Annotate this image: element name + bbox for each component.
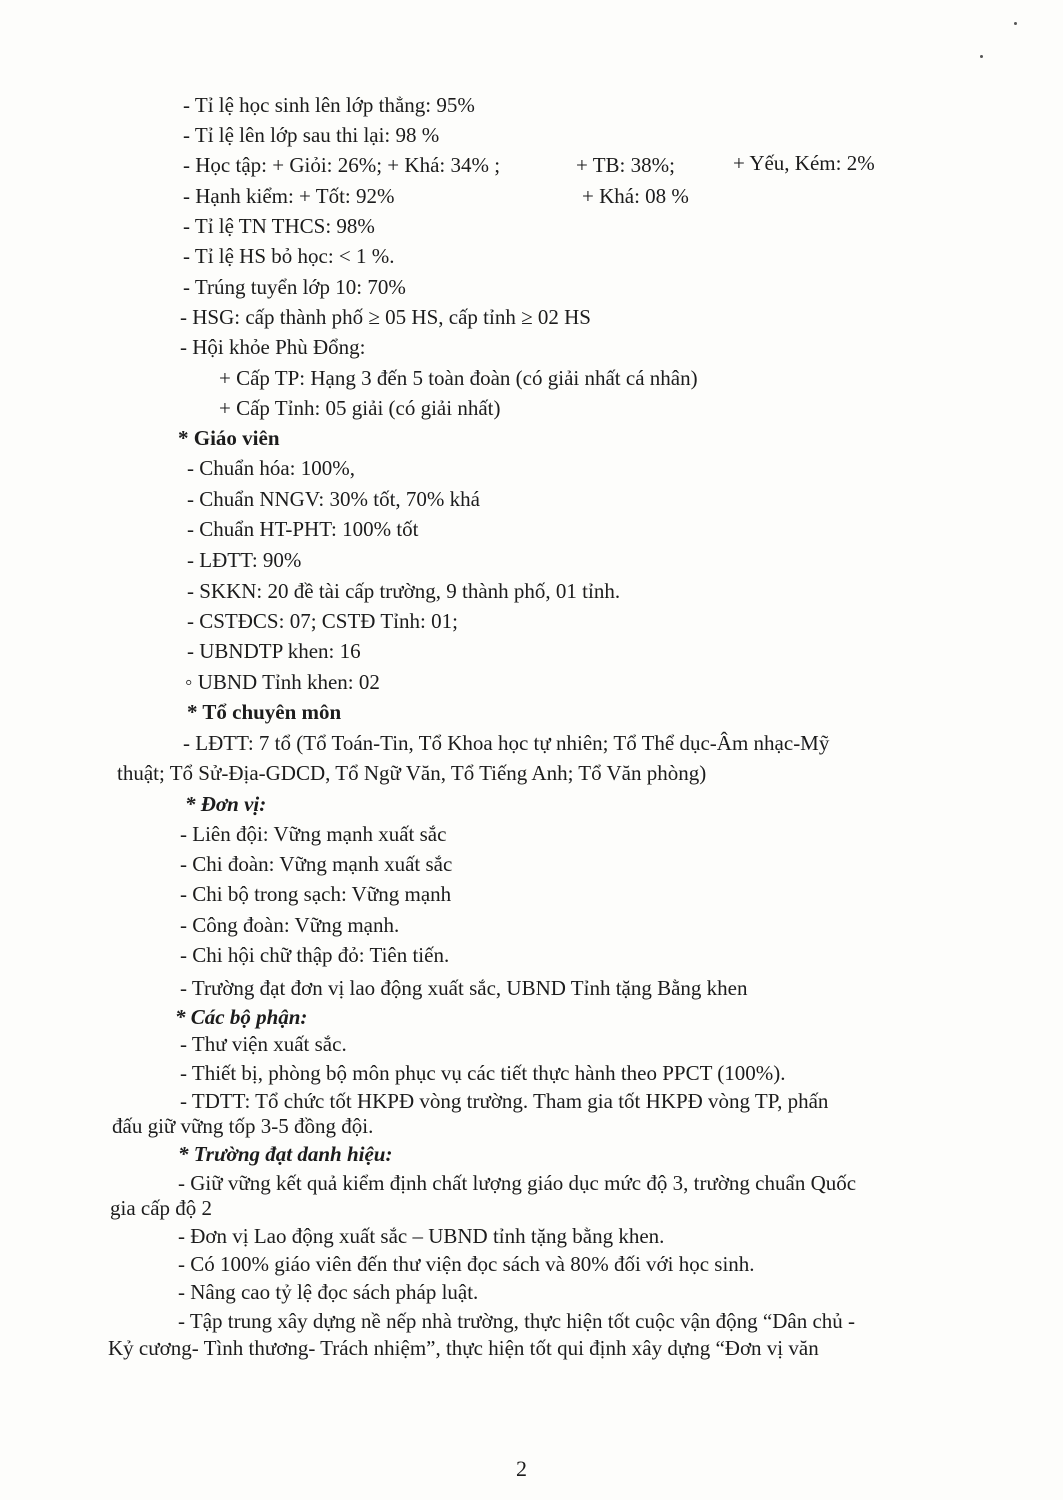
text-line: - Tỉ lệ lên lớp sau thi lại: 98 % xyxy=(183,123,440,147)
text-line: - Chi hội chữ thập đỏ: Tiên tiến. xyxy=(180,943,450,967)
text-line: - Công đoàn: Vững mạnh. xyxy=(180,913,400,937)
text-line: + Khá: 08 % xyxy=(582,184,689,208)
section-heading: * Giáo viên xyxy=(178,426,280,450)
text-line: - Giữ vững kết quả kiểm định chất lượng giáo dục mức độ 3, trường chuẩn Quốc xyxy=(178,1171,857,1195)
text-line: - Nâng cao tỷ lệ đọc sách pháp luật. xyxy=(178,1280,479,1304)
text-line: - Trường đạt đơn vị lao động xuất sắc, UBND Tỉnh tặng Bằng khen xyxy=(180,976,748,1000)
text-line: - Chi đoàn: Vững mạnh xuất sắc xyxy=(180,852,453,876)
text-line: - UBNDTP khen: 16 xyxy=(187,639,361,663)
text-line: - SKKN: 20 đề tài cấp trường, 9 thành phố, 01 tỉnh. xyxy=(187,579,621,603)
text-line: - Thư viện xuất sắc. xyxy=(180,1032,347,1056)
text-line: - Chuẩn HT-PHT: 100% tốt xyxy=(187,517,419,541)
text-line: + Cấp Tỉnh: 05 giải (có giải nhất) xyxy=(219,396,501,420)
text-line: + Cấp TP: Hạng 3 đến 5 toàn đoàn (có giải nhất cá nhân) xyxy=(219,366,698,390)
text-line: - Tỉ lệ TN THCS: 98% xyxy=(183,214,375,238)
text-line: - Tỉ lệ HS bỏ học: < 1 %. xyxy=(183,244,395,268)
text-line: - Có 100% giáo viên đến thư viện đọc sách và 80% đối với học sinh. xyxy=(178,1252,755,1276)
text-line: - Hạnh kiểm: + Tốt: 92% xyxy=(183,184,395,208)
text-line: - HSG: cấp thành phố ≥ 05 HS, cấp tỉnh ≥ 02 HS xyxy=(180,305,591,329)
text-line: - LĐTT: 90% xyxy=(187,548,302,572)
text-line: Kỷ cương- Tình thương- Trách nhiệm”, thực hiện tốt qui định xây dựng “Đơn vị văn xyxy=(108,1336,819,1360)
text-line: - TDTT: Tổ chức tốt HKPĐ vòng trường. Tham gia tốt HKPĐ vòng TP, phấn xyxy=(180,1089,829,1113)
text-line: + Yếu, Kém: 2% xyxy=(733,151,875,175)
text-line: - LĐTT: 7 tổ (Tổ Toán-Tin, Tổ Khoa học tự nhiên; Tổ Thể dục-Âm nhạc-Mỹ xyxy=(183,731,830,755)
text-line: thuật; Tổ Sử-Địa-GDCD, Tổ Ngữ Văn, Tổ Tiếng Anh; Tổ Văn phòng) xyxy=(117,761,707,785)
text-line: - Thiết bị, phòng bộ môn phục vụ các tiết thực hành theo PPCT (100%). xyxy=(180,1061,786,1085)
text-line: - CSTĐCS: 07; CSTĐ Tỉnh: 01; xyxy=(187,609,458,633)
text-line: - Tỉ lệ học sinh lên lớp thẳng: 95% xyxy=(183,93,475,117)
text-line: - Học tập: + Giỏi: 26%; + Khá: 34% ; xyxy=(183,153,501,177)
text-line: - Chuẩn hóa: 100%, xyxy=(187,456,355,480)
text-line: - Trúng tuyển lớp 10: 70% xyxy=(183,275,406,299)
text-line: ◦ UBND Tỉnh khen: 02 xyxy=(185,670,380,694)
section-heading: * Đơn vị: xyxy=(185,792,267,816)
text-line: - Đơn vị Lao động xuất sắc – UBND tỉnh tặng bằng khen. xyxy=(178,1224,665,1248)
text-line: đấu giữ vững tốp 3-5 đồng đội. xyxy=(112,1114,374,1138)
text-line: - Liên đội: Vững mạnh xuất sắc xyxy=(180,822,447,846)
section-heading: * Trường đạt danh hiệu: xyxy=(178,1142,393,1166)
scan-speck xyxy=(980,55,983,58)
text-line: + TB: 38%; xyxy=(576,153,675,177)
text-line: - Hội khỏe Phù Đổng: xyxy=(180,335,366,359)
section-heading: * Tổ chuyên môn xyxy=(187,700,342,724)
text-line: - Tập trung xây dựng nề nếp nhà trường, thực hiện tốt cuộc vận động “Dân chủ - xyxy=(178,1309,856,1333)
page-number: 2 xyxy=(516,1456,527,1481)
scan-speck xyxy=(1014,22,1017,25)
text-line: - Chi bộ trong sạch: Vững mạnh xyxy=(180,882,452,906)
text-line: - Chuẩn NNGV: 30% tốt, 70% khá xyxy=(187,487,480,511)
text-line: gia cấp độ 2 xyxy=(110,1196,213,1220)
section-heading: * Các bộ phận: xyxy=(175,1005,308,1029)
